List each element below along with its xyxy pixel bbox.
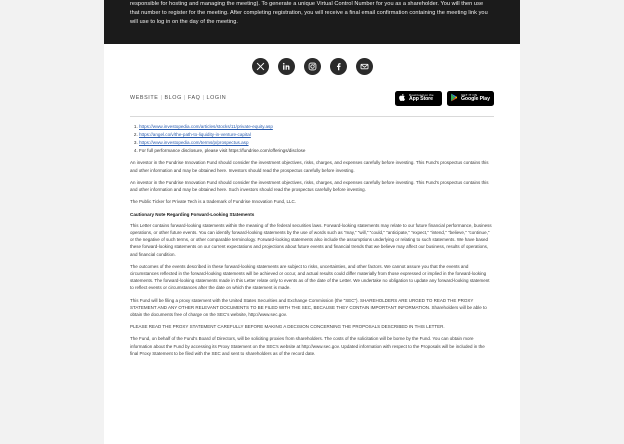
dark-intro-panel: [104, 0, 520, 44]
footer-nav-links: [130, 95, 395, 101]
footnote-link-2[interactable]: https://angel.co/v/the-path-to-liquidity-in-venture-capital: [139, 131, 251, 137]
footnote-list: [130, 123, 494, 155]
legal-paragraph-1: An investor in the Fundrise Innovation Fund should consider the investment objectives, risks, charges, and expenses carefully before investing. This Fund's prospectus contains this and other information and may be obtained here. Investors should read the prospectus carefully before investing.: [130, 160, 489, 173]
nav-link-login[interactable]: LOGIN: [206, 95, 227, 102]
footnote-link-3[interactable]: https://www.investopedia.com/terms/p/prospectus.asp: [139, 139, 249, 145]
google-play-logo-icon: [450, 89, 458, 107]
list-item: [139, 131, 494, 139]
google-play-badge[interactable]: [447, 91, 494, 106]
social-links-row: [104, 44, 520, 85]
email-icon[interactable]: [356, 58, 373, 75]
legal-paragraph-5: The outcomes of the events described in these forward-looking statements are subject to risks, uncertainties, and other factors. We cannot assure you that the events and circumstances reflected in the forward-looking statements will be achieved or occur, and actual results could differ materially from those expressed or implied in the forward-looking statements. The forward-looking statements made in this Letter relate only to events as of the date of the Letter. We undertake no obligation to update any forward-looking statement to reflect events or circumstances after the date on which the statement is made.: [130, 263, 490, 291]
nav-separator-3: |: [202, 95, 205, 102]
footnote-text-4: For full performance disclosure, please visit https://fundrise.com/offerings/disclose: [139, 147, 306, 153]
app-store-badge[interactable]: [395, 91, 442, 106]
app-store-big-label: App Store: [409, 96, 433, 103]
list-item: [139, 123, 494, 131]
instagram-icon[interactable]: [304, 58, 321, 75]
google-play-small-label: GET IT ON: [461, 92, 478, 97]
nav-separator-2: |: [183, 95, 186, 102]
list-item: [139, 139, 494, 147]
linkedin-icon[interactable]: [278, 58, 295, 75]
google-play-text: [461, 94, 490, 103]
legal-paragraph-6: This Fund will be filing a proxy statement with the United States Securities and Exchange Commission (the "SEC"). SHAREHOLDERS ARE URGED TO READ THE PROXY STATEMENT AND ANY OTHER RELEVANT DOCUMENTS TO BE FILED WITH THE SEC, BECAUSE THEY CONTAIN IMPORTANT INFORMATION. Shareholders will be able to obtain the documents free of charge on the SEC's website, http://www.sec.gov.: [130, 297, 487, 317]
forward-looking-heading: Cautionary Note Regarding Forward-Looking Statements: [130, 211, 255, 217]
legal-paragraph-4: This Letter contains forward-looking statements within the meaning of the federal securities laws. Forward-looking statements may relate to our future financial performance, business operations, or other future events. You can identify forward-looking statements by the use of words such as "may," "will," "could," "anticipate," "expect," "intend," "believe," "continue," or the negative of such terms, or other comparable terminology. Forward-looking statements also include the assumptions underlying or relating to such statements. We have based these forward-looking statements on our current expectations and projections about future events and financial trends that we believe may affect our business, results of operations, and financial condition.: [130, 222, 492, 257]
intro-paragraph: responsible for hosting and managing the meeting). To generate a unique Virtual Control Number for you as a shareholder. You will then use that number to register for the meeting. After completing registration, you will receive a final email confirmation containing the meeting link you will use to log in on the day of the meeting.: [130, 1, 488, 26]
nav-link-blog[interactable]: BLOG: [164, 95, 182, 102]
legal-disclosures: [104, 117, 520, 372]
app-store-text: [409, 94, 434, 103]
apple-logo-icon: [398, 89, 406, 107]
facebook-icon[interactable]: [330, 58, 347, 75]
document-body: [104, 0, 520, 444]
footer-nav-row: [104, 85, 520, 116]
nav-link-faq[interactable]: FAQ: [187, 95, 201, 102]
twitter-icon[interactable]: [252, 58, 269, 75]
list-item: [139, 147, 494, 155]
footnote-link-1[interactable]: https://www.investopedia.com/articles/stocks/11/private-equity.asp: [139, 123, 273, 129]
nav-separator-1: |: [160, 95, 163, 102]
legal-paragraph-3: The Public Ticker for Private Tech is a trademark of Fundrise Innovation Fund, LLC.: [130, 199, 296, 205]
legal-paragraph-7: PLEASE READ THE PROXY STATEMENT CAREFULLY BEFORE MAKING A DECISION CONCERNING THE PROPOSALS DESCRIBED IN THIS LETTER.: [130, 324, 445, 330]
nav-link-website[interactable]: WEBSITE: [130, 95, 159, 102]
app-store-small-label: Download on the: [409, 92, 434, 97]
google-play-big-label: Google Play: [461, 96, 490, 103]
legal-paragraph-8: The Fund, on behalf of the Fund's Board of Directors, will be soliciting proxies from shareholders. The costs of the solicitation will be borne by the Fund. You can obtain more information about the Fund by accessing its Proxy Statement on the SEC's website at http://www.sec.gov. Updated information with respect to the Proposals will be included in the final Proxy Statement to be filed with the SEC and sent to shareholders as of the record date.: [130, 336, 485, 356]
app-store-badges: [395, 91, 494, 106]
legal-paragraph-2: An investor in the Fundrise Innovation Fund should consider the investment objectives, risks, charges, and expenses carefully before investing. This Fund's prospectus contains this and other information and may be obtained here. Such investors should read the prospectus carefully before investing.: [130, 179, 489, 193]
